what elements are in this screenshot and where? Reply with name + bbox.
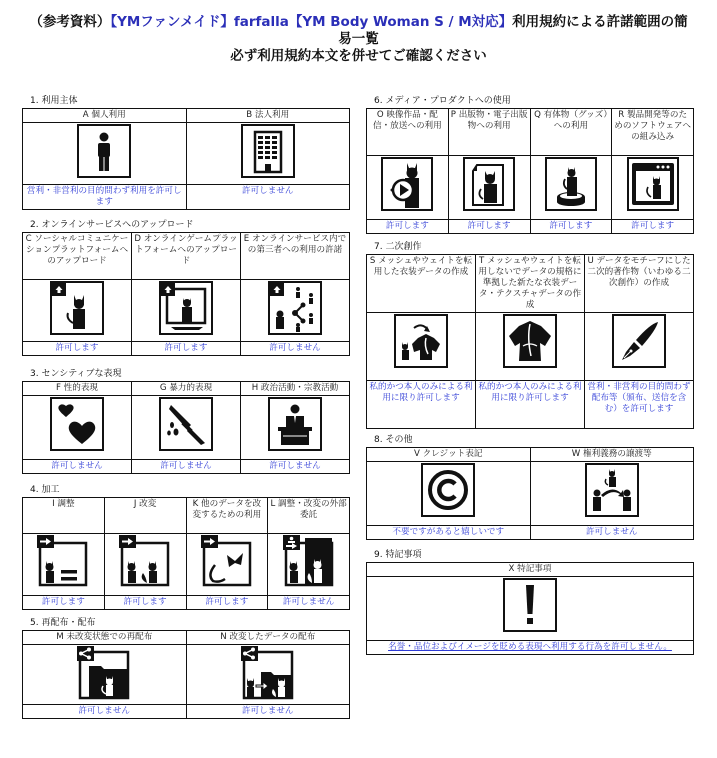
status-text: 許可しません [530,526,694,540]
section-online-upload [22,219,350,356]
status-text: 許可します [23,342,132,356]
section-label: 4. 加工 [30,485,60,495]
share-folder-icon [77,646,131,700]
share-modified-icon [241,646,295,700]
section-processing [22,484,350,610]
status-text: 営利・非営利の目的問わず利用を許可します [23,185,187,210]
status-text: 許可しません [186,705,350,719]
status-text: 名誉・品位およびイメージを貶める表現へ利用する行為を許可しません。 [367,641,694,655]
status-text: 許可しません [241,460,350,474]
item-header: X 特記事項 [367,563,694,577]
status-text: 不要ですがあると嬉しいです [367,526,531,540]
knife-icon [159,397,213,451]
status-text: 私的かつ本人のみによる利用に限り許可します [367,381,476,429]
section-derivative-works [366,241,694,429]
item-header: R 製品開発等のためのソフトウェアへの組み込み [612,109,694,156]
section-label: 7. 二次創作 [374,242,422,252]
item-header: P 出版物・電子出版物への利用 [448,109,530,156]
upload-monitor-icon [159,281,213,335]
item-header: E オンラインサービス内での第三者への利用の許諾 [241,233,350,280]
status-text: 許可します [104,596,186,610]
status-text: 許可しません [23,705,187,719]
item-header: V クレジット表記 [367,448,531,462]
section-label: 2. オンラインサービスへのアップロード [30,220,194,230]
title-notice: 必ず利用規約本文を併せてご確認ください [230,48,487,64]
permission-table [366,254,694,429]
outsource-icon [283,535,335,587]
item-header: U データをモチーフにした二次的著作物（いわゆる二次創作）の作成 [585,255,694,313]
status-text: 営利・非営利の目的問わず配布等（頒布、送信を含む）を許可します [585,381,694,429]
podium-icon [268,397,322,451]
title-prefix: （参考資料） [29,14,111,30]
software-window-icon [627,157,679,211]
item-header: F 性的表現 [23,382,132,396]
pen-nib-icon [612,314,666,368]
copyright-icon [421,463,475,517]
item-header: O 映像作品・配信・放送への利用 [367,109,449,156]
figure-goods-icon [545,157,597,211]
status-text: 私的かつ本人のみによる利用に限り許可します [476,381,585,429]
permission-table [22,630,350,719]
status-text: 許可しません [132,460,241,474]
section-special-notes [366,549,694,655]
status-text: 許可します [448,220,530,234]
item-header: K 他のデータを改変するための利用 [186,498,268,534]
upload-avatar-icon [50,281,104,335]
section-media-products [366,95,694,234]
building-icon [241,124,295,178]
permission-table [366,562,694,655]
hearts-icon [50,397,104,451]
section-label: 9. 特記事項 [374,550,422,560]
section-label: 8. その他 [374,435,413,445]
item-header: Q 有体物（グッズ）への利用 [530,109,612,156]
permission-table [22,497,350,610]
status-text: 許可します [132,342,241,356]
item-header: C ソーシャルコミュニケーションプラットフォームへのアップロード [23,233,132,280]
transfer-rights-icon [585,463,639,517]
item-header: A 個人利用 [23,109,187,123]
clothing-icon [503,314,557,368]
item-header: J 改変 [104,498,186,534]
status-text: 許可しません [268,596,350,610]
status-text: 許可します [367,220,449,234]
item-header: T メッシュやウェイトを転用しないでデータの規格に準拠した新たな衣装データ・テクスチャデータの作成 [476,255,585,313]
item-header: D オンラインゲームプラットフォームへのアップロード [132,233,241,280]
status-text: 許可しません [23,460,132,474]
upload-share-icon [268,281,322,335]
section-label: 1. 利用主体 [30,96,78,106]
item-header: L 調整・改変の外部委託 [268,498,350,534]
section-sensitive [22,368,350,474]
exclamation-icon [503,578,557,632]
modify-icon [119,535,171,587]
item-header: I 調整 [23,498,105,534]
section-label: 6. メディア・プロダクトへの使用 [374,96,511,106]
page-title [0,14,717,65]
item-header: M 未改変状態での再配布 [23,631,187,645]
section-label: 3. センシティブな表現 [30,369,122,379]
publication-icon [463,157,515,211]
item-header: W 権利義務の譲渡等 [530,448,694,462]
reuse-parts-icon [201,535,253,587]
section-other [366,434,694,540]
status-text: 許可しません [186,185,350,210]
item-header: B 法人利用 [186,109,350,123]
section-redistribution [22,617,350,719]
status-text: 許可します [186,596,268,610]
status-text: 許可します [23,596,105,610]
permission-table [366,108,694,234]
status-text: 許可します [612,220,694,234]
status-text: 許可しません [241,342,350,356]
item-header: N 改変したデータの配布 [186,631,350,645]
permission-table [22,381,350,474]
title-product: 【YMファンメイド】farfalla【YM Body Woman S / M対応】 [110,14,513,30]
permission-table [366,447,694,540]
clothing-transfer-icon [394,314,448,368]
permission-table [22,108,350,210]
item-header: S メッシュやウェイトを転用した衣装データの作成 [367,255,476,313]
section-label: 5. 再配布・配布 [30,618,96,628]
status-text: 許可します [530,220,612,234]
person-icon [77,124,131,178]
adjust-equal-icon [37,535,89,587]
title-suffix: 利用規約による許諾範囲の簡 [512,14,688,30]
video-play-icon [381,157,433,211]
title-line2: 易一覧 [338,31,379,47]
permission-table [22,232,350,356]
section-usage-subject [22,95,350,210]
item-header: G 暴力的表現 [132,382,241,396]
item-header: H 政治活動・宗教活動 [241,382,350,396]
